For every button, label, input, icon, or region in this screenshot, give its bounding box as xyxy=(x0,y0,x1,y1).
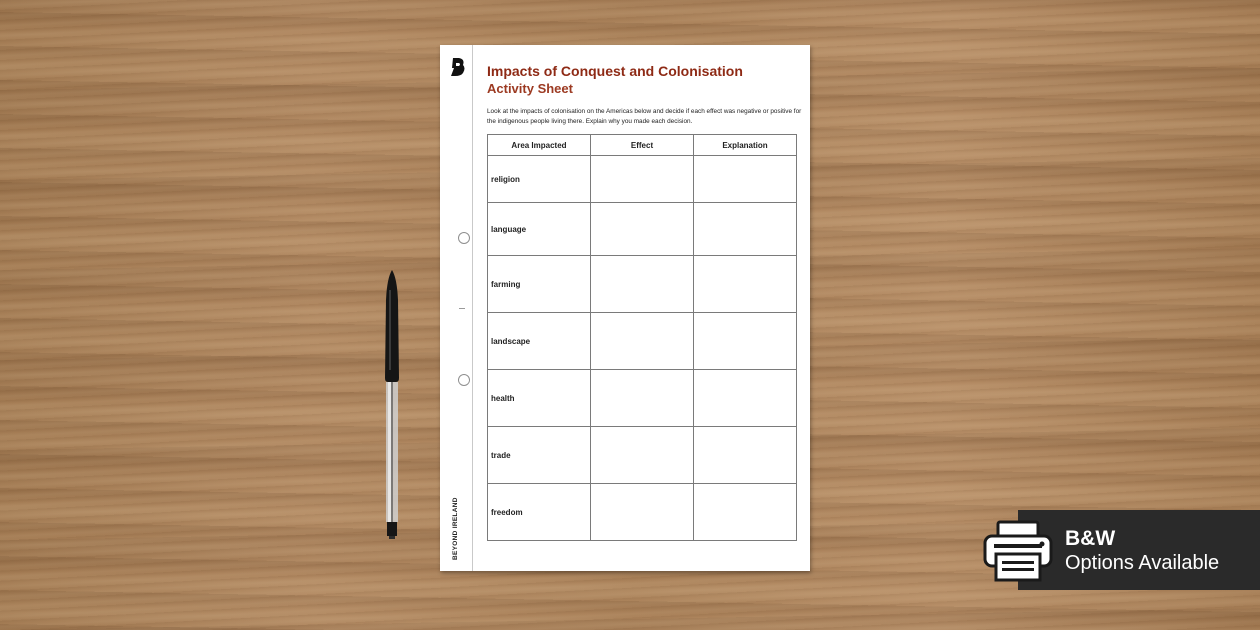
explanation-cell[interactable] xyxy=(694,427,797,484)
area-cell: religion xyxy=(488,156,591,203)
punch-center-mark xyxy=(459,308,465,309)
effect-cell[interactable] xyxy=(591,427,694,484)
punch-hole-bottom xyxy=(458,374,470,386)
effect-cell[interactable] xyxy=(591,313,694,370)
table-row xyxy=(488,313,797,370)
area-cell: language xyxy=(488,203,591,256)
effect-cell[interactable] xyxy=(591,484,694,541)
worksheet-instructions: Look at the impacts of colonisation on the Americas below and decide if each effect was negative or positive for the indigenous people living there. Explain why you made each decision. xyxy=(487,108,802,125)
area-cell: landscape xyxy=(488,313,591,370)
explanation-cell[interactable] xyxy=(694,313,797,370)
bw-options-badge xyxy=(1018,510,1260,590)
table-row xyxy=(488,203,797,256)
effect-cell[interactable] xyxy=(591,156,694,203)
effect-cell[interactable] xyxy=(591,370,694,427)
explanation-cell[interactable] xyxy=(694,256,797,313)
area-cell: freedom xyxy=(488,484,591,541)
header-area: Area Impacted xyxy=(488,135,591,156)
worksheet-subtitle: Activity Sheet xyxy=(487,81,573,96)
activity-table xyxy=(487,134,797,541)
badge-subtitle: Options Available xyxy=(1065,552,1220,574)
pen-icon xyxy=(381,270,403,540)
badge-title: B&W xyxy=(1065,527,1116,550)
table-row xyxy=(488,256,797,313)
explanation-cell[interactable] xyxy=(694,156,797,203)
explanation-cell[interactable] xyxy=(694,370,797,427)
margin-line xyxy=(472,45,473,571)
brand-label: BEYOND IRELAND xyxy=(452,497,459,560)
effect-cell[interactable] xyxy=(591,203,694,256)
table-row xyxy=(488,484,797,541)
table-row xyxy=(488,156,797,203)
table-row xyxy=(488,427,797,484)
explanation-cell[interactable] xyxy=(694,484,797,541)
printer-icon xyxy=(982,520,1054,582)
header-effect: Effect xyxy=(591,135,694,156)
table-header-row xyxy=(488,135,797,156)
worksheet-page xyxy=(440,45,810,571)
header-explanation: Explanation xyxy=(694,135,797,156)
explanation-cell[interactable] xyxy=(694,203,797,256)
table-row xyxy=(488,370,797,427)
effect-cell[interactable] xyxy=(591,256,694,313)
area-cell: farming xyxy=(488,256,591,313)
area-cell: trade xyxy=(488,427,591,484)
area-cell: health xyxy=(488,370,591,427)
twinkl-logo-icon xyxy=(450,57,466,77)
punch-hole-top xyxy=(458,232,470,244)
worksheet-title: Impacts of Conquest and Colonisation xyxy=(487,63,743,79)
